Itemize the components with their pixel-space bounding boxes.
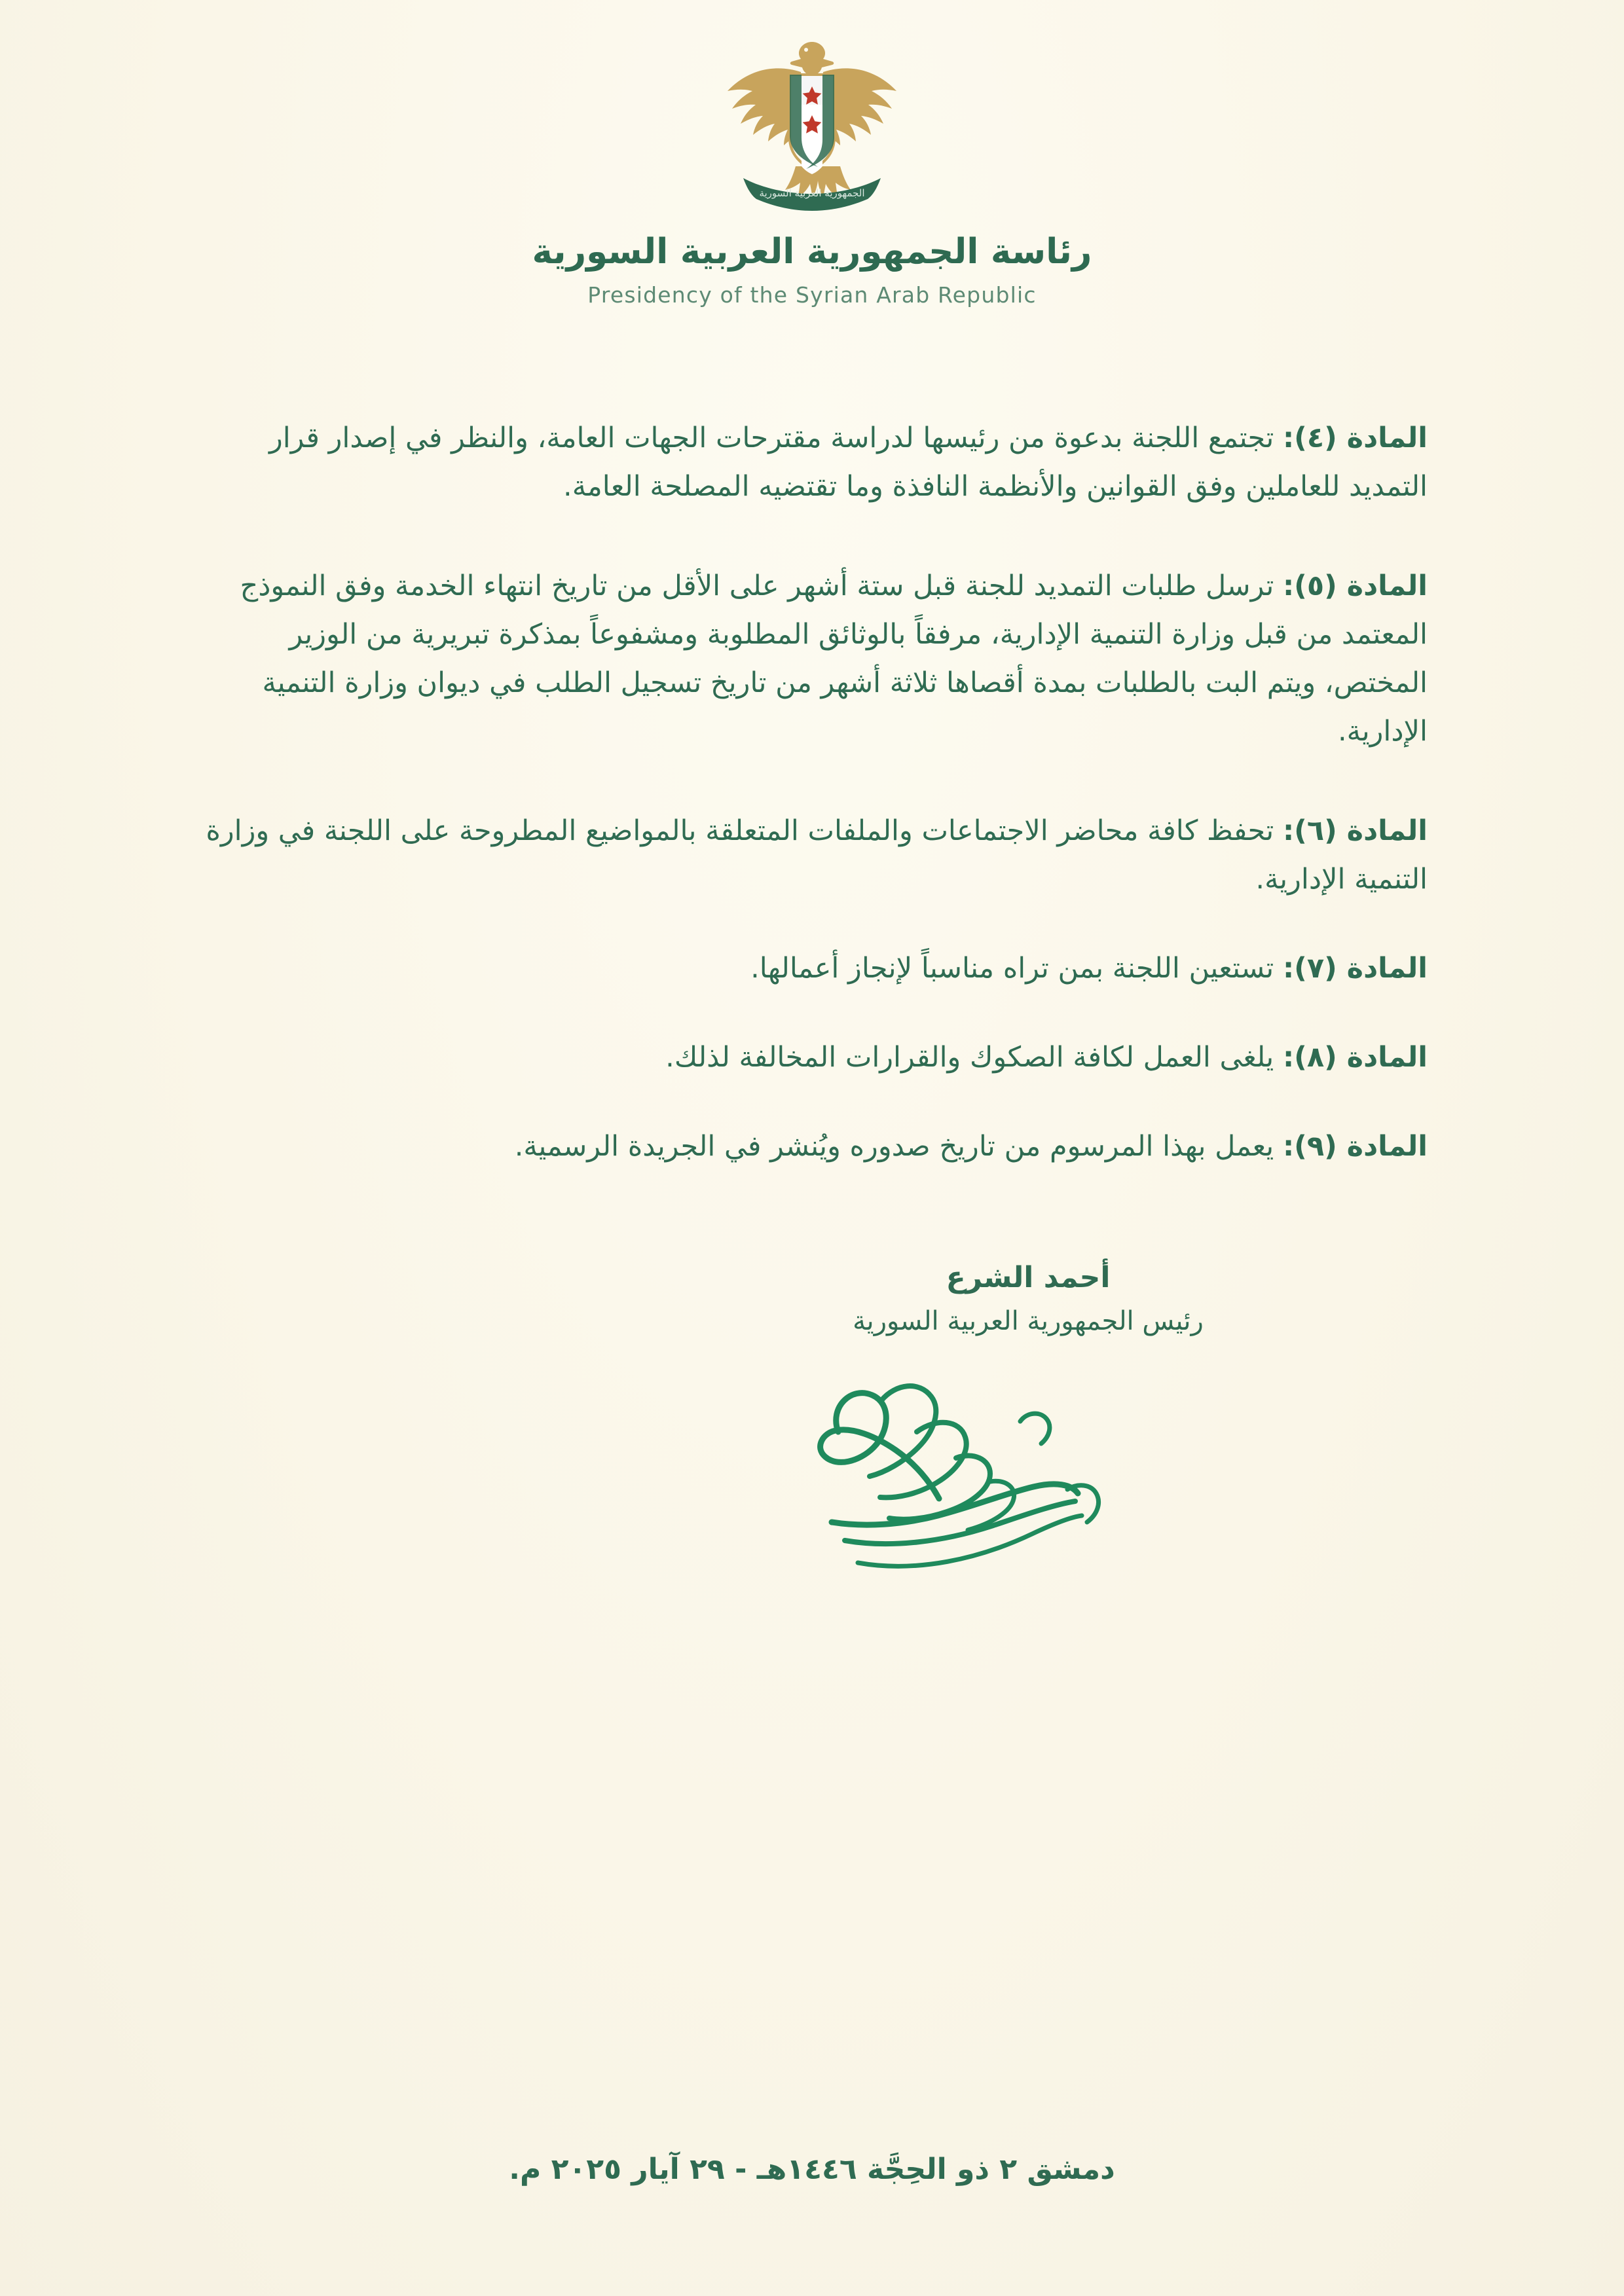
syrian-eagle-emblem-icon <box>704 38 920 215</box>
article-9-text: يعمل بهذا المرسوم من تاريخ صدوره ويُنشر في الجريدة الرسمية. <box>514 1129 1283 1163</box>
signature-block <box>196 1190 1428 1635</box>
svg-text:الجمهورية العربية السورية: الجمهورية العربية السورية <box>759 187 865 199</box>
document-date: دمشق ٢ ذو الحِجَّة ١٤٤٦هـ - ٢٩ آيار ٢٠٢٥ م. <box>509 2153 1115 2186</box>
presidential-signature-icon <box>760 1353 1297 1635</box>
article-4-label: المادة (٤): <box>1282 422 1428 454</box>
signatory-name: أحمد الشرع <box>946 1261 1111 1295</box>
article-6 <box>196 807 1428 904</box>
article-8-text: يلغى العمل لكافة الصكوك والقرارات المخالفة لذلك. <box>665 1040 1283 1074</box>
article-9-label: المادة (٩): <box>1282 1129 1428 1163</box>
article-6-text: تحفظ كافة محاضر الاجتماعات والملفات المتعلقة بالمواضيع المطروحة على اللجنة في وزارة التنمية الإدارية. <box>206 814 1428 896</box>
article-5-label: المادة (٥): <box>1282 569 1428 602</box>
article-7-label: المادة (٧): <box>1282 951 1428 985</box>
org-name-arabic: رئاسة الجمهورية العربية السورية <box>532 232 1092 272</box>
article-8 <box>196 1034 1428 1082</box>
article-9 <box>196 1123 1428 1171</box>
article-7 <box>196 945 1428 993</box>
article-5-text: ترسل طلبات التمديد للجنة قبل ستة أشهر على الأقل من تاريخ انتهاء الخدمة وفق النموذج المعتمد من قبل وزارة التنمية الإدارية، مرفقاً بالوثائق المطلوبة ومشفوعاً بمذكرة تبريرية من الوزير المختص، ويتم البت بالطلبات بمدة أقصاها ثلاثة أشهر من تاريخ تسجيل الطلب في ديوان وزارة التنمية الإدارية. <box>240 569 1428 748</box>
article-7-text: تستعين اللجنة بمن تراه مناسباً لإنجاز أعمالها. <box>750 951 1283 985</box>
document-body <box>196 308 1428 1171</box>
article-8-label: المادة (٨): <box>1282 1040 1428 1074</box>
article-4-text: تجتمع اللجنة بدعوة من رئيسها لدراسة مقترحات الجهات العامة، والنظر في إصدار قرار التمديد للعاملين وفق القوانين والأنظمة النافذة وما تقتضيه المصلحة العامة. <box>268 422 1428 503</box>
signatory-title: رئيس الجمهورية العربية السورية <box>853 1306 1204 1337</box>
article-6-label: المادة (٦): <box>1282 814 1428 847</box>
article-5 <box>196 562 1428 756</box>
article-4 <box>196 414 1428 511</box>
org-name-english: Presidency of the Syrian Arab Republic <box>587 282 1037 308</box>
document-header <box>0 0 1624 308</box>
